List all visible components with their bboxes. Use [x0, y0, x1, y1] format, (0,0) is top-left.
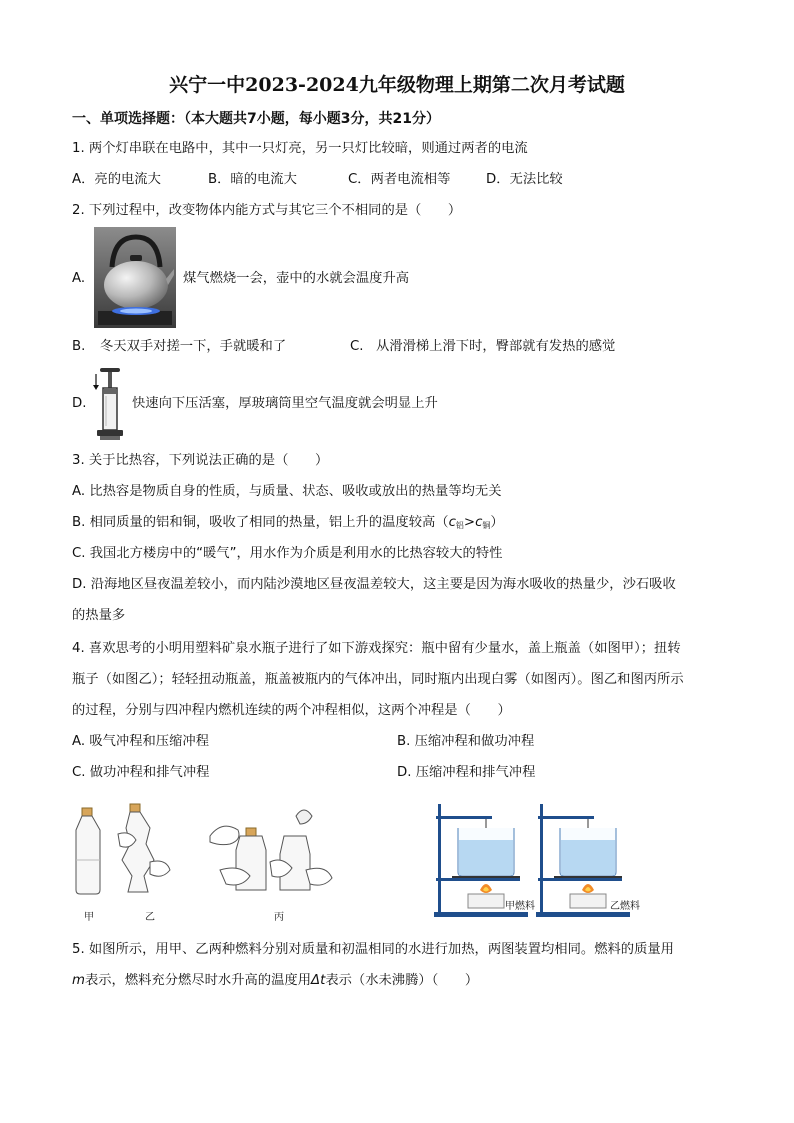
- bottle-figures: [70, 800, 340, 900]
- figure-label-bing: 丙: [274, 912, 284, 923]
- q5-stem-line1: 5. 如图所示，用甲、乙两种燃料分别对质量和初温相同的水进行加热，两图装置均相同。燃料的质量用: [72, 942, 674, 957]
- fuel-label-yi: 乙燃料: [610, 901, 640, 912]
- page-title: 兴宁一中2023-2024九年级物理上期第二次月考试题: [169, 74, 625, 96]
- q1-option-a: A．亮的电流大: [72, 172, 161, 187]
- q5-stem-line2: [72, 972, 478, 990]
- q2-option-b-label: B.: [72, 339, 86, 354]
- q3-option-b-text: B. 相同质量的铝和铜，吸收了相同的热量，铝上升的温度较高（: [72, 515, 449, 530]
- q1-option-d: D．无法比较: [486, 172, 563, 187]
- q4-stem-line3: 的过程，分别与四冲程内燃机连续的两个冲程相似，这两个冲程是（ ）: [72, 703, 511, 718]
- q2-option-d-text: 快速向下压活塞，厚玻璃筒里空气温度就会明显上升: [132, 396, 438, 411]
- close-paren: ）: [490, 515, 504, 530]
- aluminum-subscript: 铝: [455, 521, 464, 530]
- q4-option-a: A. 吸气冲程和压缩冲程: [72, 734, 209, 749]
- delta-t-symbol: Δt: [311, 973, 326, 988]
- q3-option-c: C. 我国北方楼房中的“暖气”，用水作为介质是利用水的比热容较大的特性: [72, 546, 503, 561]
- q2-stem: 2. 下列过程中，改变物体内能方式与其它三个不相同的是（ ）: [72, 203, 462, 218]
- q4-stem-line2: 瓶子（如图乙）；轻轻扭动瓶盖，瓶盖被瓶内的气体冲出，同时瓶内出现白雾（如图丙）。图乙和图丙所示: [72, 672, 684, 687]
- q4-option-b: B. 压缩冲程和做功冲程: [397, 734, 535, 749]
- mass-symbol: m: [72, 973, 85, 988]
- q3-option-b: [72, 514, 504, 535]
- figure-label-jia: 甲: [84, 912, 94, 923]
- q2-option-c-text: 从滑滑梯上滑下时，臀部就有发热的感觉: [376, 339, 616, 354]
- section-heading: 一、单项选择题：（本大题共7小题，每小题3分，共21分）: [72, 111, 440, 127]
- q5-text-mid: 表示，燃料充分燃尽时水升高的温度用: [84, 973, 311, 988]
- q2-option-b-text: 冬天双手对搓一下，手就暖和了: [100, 339, 287, 354]
- q3-stem: 3. 关于比热容，下列说法正确的是（ ）: [72, 453, 329, 468]
- q3-option-a: A. 比热容是物质自身的性质，与质量、状态、吸收或放出的热量等均无关: [72, 484, 502, 499]
- q2-option-a-label: A.: [72, 271, 86, 286]
- q3-option-d-line1: D. 沿海地区昼夜温差较小，而内陆沙漠地区昼夜温差较大，这主要是因为海水吸收的热量少，沙石吸收: [72, 577, 676, 592]
- figure-label-yi: 乙: [145, 912, 155, 923]
- q3-option-d-line2: 的热量多: [72, 608, 126, 623]
- q4-option-c: C. 做功冲程和排气冲程: [72, 765, 210, 780]
- piston-tube-image: [92, 366, 126, 442]
- q2-option-c-label: C.: [350, 339, 364, 354]
- kettle-on-stove-image: [94, 227, 176, 328]
- q1-stem: 1. 两个灯串联在电路中，其中一只灯亮，另一只灯比较暗，则通过两者的电流: [72, 141, 528, 156]
- q4-stem-line1: 4. 喜欢思考的小明用塑料矿泉水瓶子进行了如下游戏探究：瓶中留有少量水，盖上瓶盖（如图甲）；扭转: [72, 641, 681, 656]
- q2-option-d-label: D.: [72, 396, 87, 411]
- fuel-label-jia: 甲燃料: [505, 901, 535, 912]
- greater-than: >: [463, 515, 476, 530]
- q5-text-end: 表示（水未沸腾）（ ）: [325, 973, 479, 988]
- c-symbol: c: [448, 515, 456, 530]
- q1-option-c: C．两者电流相等: [348, 172, 451, 187]
- q4-option-d: D. 压缩冲程和排气冲程: [397, 765, 536, 780]
- copper-subscript: 铜: [482, 521, 491, 530]
- q2-option-a-text: 煤气燃烧一会，壶中的水就会温度升高: [183, 271, 410, 286]
- q1-option-b: B．暗的电流大: [208, 172, 297, 187]
- c-symbol: c: [475, 515, 483, 530]
